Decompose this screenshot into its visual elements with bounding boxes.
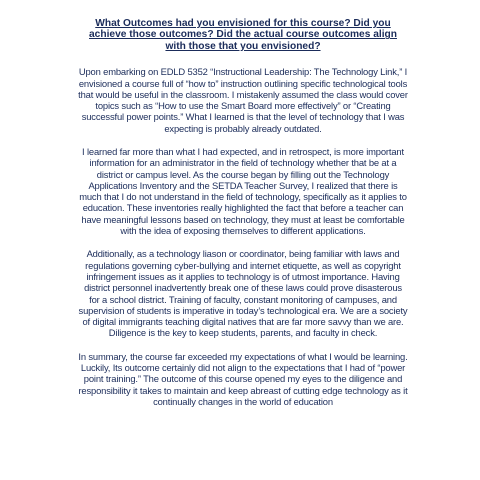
document-heading: What Outcomes had you envisioned for this course? Did you achieve those outcomes? Did the actual course outcomes align with those that you envisioned? (89, 18, 397, 52)
paragraph-1: Upon embarking on EDLD 5352 “Instructional Leadership: The Technology Link,” I envisioned a course full of “how to” instruction outlining specific technological tools that would be useful in the classroom. I mistakenly assumed the class would cover topics such as “How to use the Smart Board more effectively” or “Creating successful power points.” What I learned is that the level of technology that I was expecting is probably already outdated. (78, 66, 408, 134)
document-page (78, 18, 408, 419)
paragraph-4: In summary, the course far exceeded my expectations of what I would be learning. Luckily, Its outcome certainly did not align to the expectations that I had of “power point training.” The outcome of this course opened my eyes to the diligence and responsibility it takes to maintain and keep abreast of cutting edge technology as it continually changes in the world of education (78, 350, 408, 407)
paragraph-3: Additionally, as a technology liason or coordinator, being familiar with laws and regulations governing cyber-bullying and internet etiquette, as well as copyright infringement issues as it applies to technology is of utmost importance. Having district personnel inadvertently break one of these laws could prove disasterous for a school district. Training of faculty, constant monitoring of campuses, and supervision of students is imperative in today’s technological era. We are a society of digital immigrants teaching digital natives that are far more savvy than we are. Diligence is the key to keep students, parents, and faculty in check. (78, 248, 408, 339)
paragraph-2: I learned far more than what I had expected, and in retrospect, is more important information for an administrator in the field of technology whether that be at a district or campus level. As the course began by filling out the Technology Applications Inventory and the SETDA Teacher Survey, I realized that there is much that I do not understand in the field of technology, specifically as it applies to education. These inventories really highlighted the fact that before a teacher can have meaningful lessons based on technology, they must at least be comfortable with the idea of exposing themselves to different applications. (79, 146, 407, 237)
